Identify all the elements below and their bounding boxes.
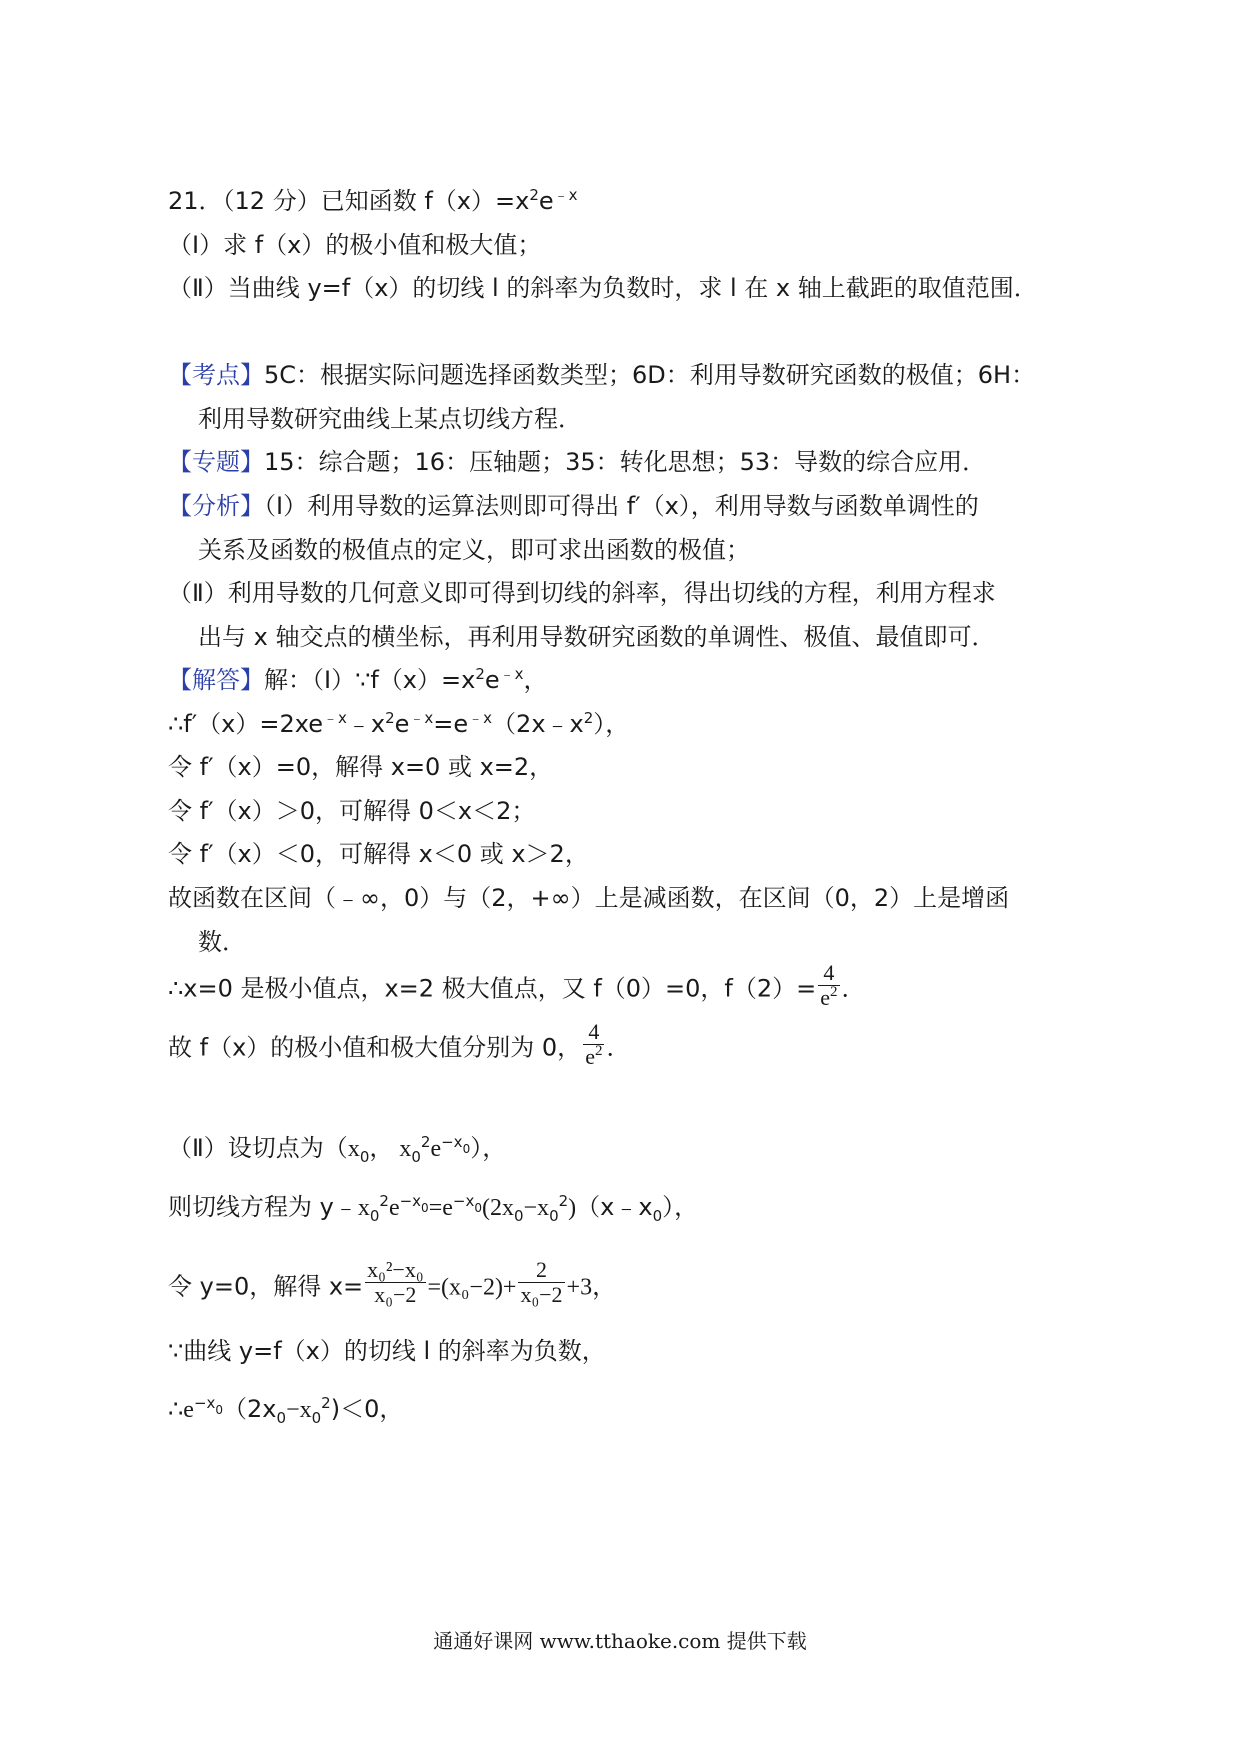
jieda-line-2: $\therefore f'(x)=2xe^{﹣x}﹣x^2e^{﹣x}=e^{﹣x}(2x﹣x^2)$， xyxy=(168,709,630,738)
part2-line-3: 令 y=0，解得 x= $\frac{\text{x₀²−x₀}}{\text{x₀−2}}$ =(x₀−2)+ $\frac{2}{\text{x₀−2}}$ +3， xyxy=(168,1257,617,1307)
jieda-line-6: 故函数在区间（﹣∞，0）与（2，+∞）上是减函数，在区间（0，2）上是增函 xyxy=(168,884,1010,912)
jieda-line-5: 令 f′（x）＜0，可解得 x＜0 或 x＞2， xyxy=(168,840,589,868)
kaodian-line-2: 利用导数研究曲线上某点切线方程． xyxy=(198,405,582,433)
kaodian-line-1: 【考点】5C：根据实际问题选择函数类型；6D：利用导数研究函数的极值；6H： xyxy=(168,361,1036,389)
page-footer: 通通好课网 www.tthaoke.com 提供下载 xyxy=(433,1629,807,1653)
jieda-line-3: 令 f′（x）=0，解得 x=0 或 x=2， xyxy=(168,753,554,781)
jieda-line-9: 故 f（x）的极小值和极大值分别为 0， $\frac{4}{e^2}$ ． xyxy=(168,1019,631,1069)
fenxi-tag: 【分析】 xyxy=(168,492,264,520)
fenxi-line-1: 【分析】（Ⅰ）利用导数的运算法则即可得出 f′（x），利用导数与函数单调性的 xyxy=(168,492,979,520)
fraction-4-over-e2: $\frac{4}{e^2}$ xyxy=(820,960,838,1010)
fraction-2-over-x0-minus-2: $\frac{2}{\text{x₀−2}}$ xyxy=(520,1257,563,1307)
part2-line-4: ∵曲线 y=f（x）的切线 l 的斜率为负数， xyxy=(168,1337,606,1365)
jieda-tag: 【解答】 xyxy=(168,666,264,694)
zhuanti-tag: 【专题】 xyxy=(168,448,264,476)
fraction-4-over-e2: $\frac{4}{e^2}$ xyxy=(585,1019,603,1069)
fenxi-line-4: 出与 x 轴交点的横坐标，再利用导数研究函数的单调性、极值、最值即可． xyxy=(198,623,996,651)
fraction-x0-expression: $\frac{\text{x₀²−x₀}}{\text{x₀−2}}$ xyxy=(367,1257,424,1307)
jieda-line-8: ∴x=0 是极小值点，x=2 极大值点，又 f（0）=0，f（2）= $\frac{4}{e^2}$ ． xyxy=(168,960,866,1010)
zhuanti-line: 【专题】15：综合题；16：压轴题；35：转化思想；53：导数的综合应用． xyxy=(168,448,987,476)
part2-line-1: （Ⅱ）设切点为（$x_0$， $x_0^2e^{-x_0}$）， xyxy=(168,1133,507,1166)
fenxi-line-3: （Ⅱ）利用导数的几何意义即可得到切线的斜率，得出切线的方程，利用方程求 xyxy=(168,579,996,607)
part2-line-5: $\therefore e^{-x_0}(2x_0-x_0^2)<0$， xyxy=(168,1394,404,1427)
problem-part-2: （Ⅱ）当曲线 y=f（x）的切线 l 的斜率为负数时，求 l 在 x 轴上截距的取值范围． xyxy=(168,274,1038,302)
jieda-line-4: 令 f′（x）＞0，可解得 0＜x＜2； xyxy=(168,797,536,825)
jieda-line-1: 【解答】解：$(Ⅰ)\because f(x)=x^2e^{﹣x}$， xyxy=(168,665,548,694)
part2-line-2: 则切线方程为 $y﹣x_0^2e^{-x_0}=e^{-x_0}(2x_0-x_0^2)(x﹣x_0)$， xyxy=(168,1192,699,1225)
jieda-line-7: 数． xyxy=(198,928,246,956)
fenxi-line-2: 关系及函数的极值点的定义，即可求出函数的极值； xyxy=(198,536,750,564)
kaodian-tag: 【考点】 xyxy=(168,361,264,389)
problem-part-1: （Ⅰ）求 f（x）的极小值和极大值； xyxy=(168,231,542,259)
problem-title: 21．（12 分）已知函数 $f(x)=x^2e^{﹣x}$ xyxy=(168,186,578,215)
